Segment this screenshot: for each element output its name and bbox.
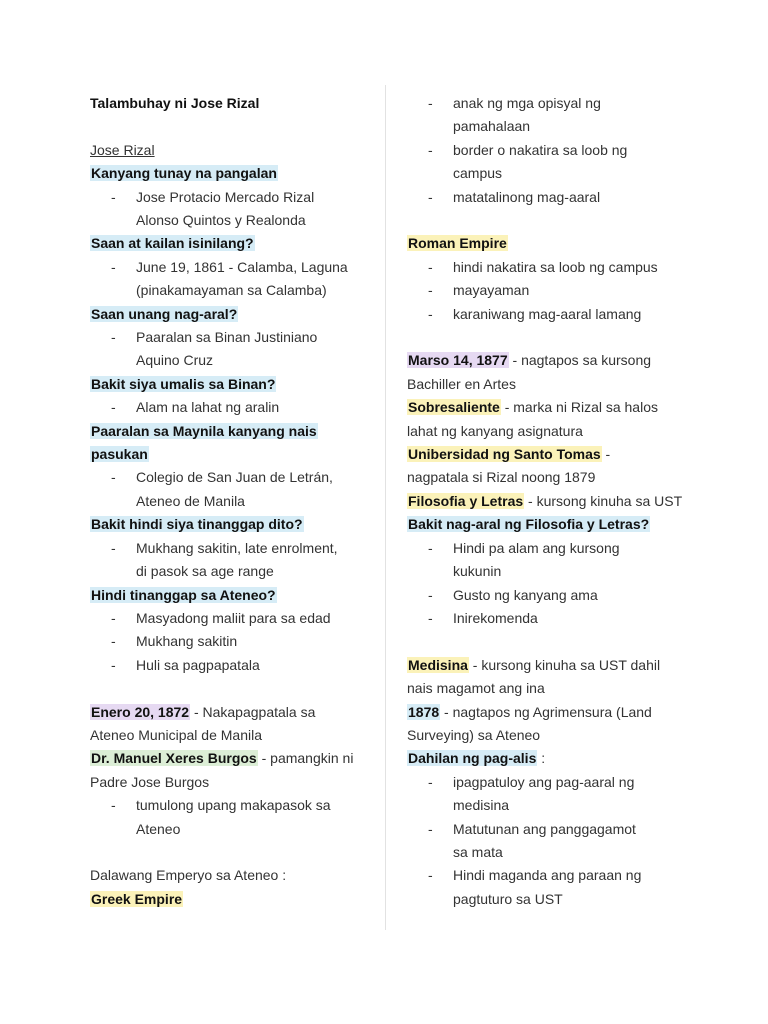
list-item: - Mukhang sakitin, late enrolment, [90,537,375,560]
paragraph-cont: nagpatala si Rizal noong 1879 [407,469,596,486]
list-item-cont: Aquino Cruz [136,352,214,369]
page-title: Talambuhay ni Jose Rizal [90,95,260,111]
term-sobresaliente-text: - marka ni Rizal sa halos [500,399,658,416]
list-item: - Alam na lahat ng aralin [90,396,375,419]
list-item: - mayayaman [407,279,707,302]
list-item: - June 19, 1861 - Calamba, Laguna [90,256,375,279]
date-marso-text: - nagtapos sa kursong [508,352,652,369]
subject-name: Jose Rizal [90,141,155,158]
heading-reasons-leaving: Dahilan ng pag-alis [408,750,537,767]
paragraph-cont: lahat ng kanyang asignatura [407,422,583,439]
heading-reasons-leaving-text: : [537,750,546,767]
list-item: - Hindi pa alam ang kursong [407,537,707,560]
paragraph-cont: Ateneo Municipal de Manila [90,726,262,743]
list-item-cont: Alonso Quintos y Realonda [136,212,306,229]
list-item: - Colegio de San Juan de Letrán, [90,466,375,489]
list-item: - Gusto ng kanyang ama [407,584,707,607]
term-medisina-text: - kursong kinuha sa UST dahil [468,656,661,673]
term-ust-text: - [601,446,611,463]
person-burgos: Dr. Manuel Xeres Burgos [91,750,257,767]
heading-birth: Saan at kailan isinilang? [91,235,254,252]
list-item: - hindi nakatira sa loob ng campus [407,256,707,279]
paragraph-cont: nais magamot ang ina [407,680,545,697]
list-item-cont: kukunin [453,563,502,580]
heading-first-school: Saan unang nag-aral? [91,305,238,322]
list-item-cont: sa mata [453,843,503,860]
list-item: - Paaralan sa Binan Justiniano [90,326,375,349]
list-item: - Hindi maganda ang paraan ng [407,864,707,887]
date-enero-text: - Nakapagpatala sa [190,703,316,720]
list-item-cont: campus [453,165,503,182]
list-item-cont: Ateneo de Manila [136,492,245,509]
list-item: - Masyadong maliit para sa edad [90,607,375,630]
term-sobresaliente: Sobresaliente [408,399,500,416]
list-item: - Inirekomenda [407,607,707,630]
term-filosofia: Filosofia y Letras [408,492,524,509]
list-item: - Matutunan ang panggagamot [407,818,707,841]
list-item-cont: medisina [453,797,510,814]
term-medisina: Medisina [408,656,468,673]
list-item-cont: (pinakamayaman sa Calamba) [136,282,327,299]
list-item-cont: pamahalaan [453,118,531,135]
column-divider [385,85,386,930]
date-marso: Marso 14, 1877 [408,352,508,369]
year-1878: 1878 [408,703,440,720]
heading-greek-empire: Greek Empire [91,890,183,907]
list-item: - matatalinong mag-aaral [407,186,707,209]
heading-not-accepted: Bakit hindi siya tinanggap dito? [91,516,303,533]
list-item: - anak ng mga opisyal ng [407,92,707,115]
heading-manila-school-cont: pasukan [91,446,148,463]
person-burgos-text: - pamangkin ni [257,750,354,767]
heading-left-binan: Bakit siya umalis sa Binan? [91,375,276,392]
list-item-cont: Ateneo [136,820,181,837]
year-1878-text: - nagtapos ng Agrimensura (Land [440,703,652,720]
list-item-cont: di pasok sa age range [136,563,274,580]
list-item: - ipagpatuloy ang pag-aaral ng [407,771,707,794]
term-filosofia-text: - kursong kinuha sa UST [524,492,683,509]
list-item: - karaniwang mag-aaral lamang [407,303,707,326]
right-column [407,92,707,911]
term-ust: Unibersidad ng Santo Tomas [408,446,601,463]
list-item: - border o nakatira sa loob ng [407,139,707,162]
heading-real-name: Kanyang tunay na pangalan [91,165,277,182]
heading-ateneo-rejected: Hindi tinanggap sa Ateneo? [91,586,276,603]
empires-intro: Dalawang Emperyo sa Ateneo : [90,867,287,884]
paragraph-cont: Surveying) sa Ateneo [407,726,541,743]
heading-why-filosofia: Bakit nag-aral ng Filosofia y Letras? [408,516,650,533]
list-item-cont: pagtuturo sa UST [453,890,563,907]
date-enero: Enero 20, 1872 [91,703,190,720]
list-item: - tumulong upang makapasok sa [90,794,375,817]
heading-manila-school: Paaralan sa Maynila kanyang nais [91,422,317,439]
list-item: - Jose Protacio Mercado Rizal [90,186,375,209]
paragraph-cont: Padre Jose Burgos [90,773,210,790]
list-item: - Huli sa pagpapatala [90,654,375,677]
paragraph-cont: Bachiller en Artes [407,375,516,392]
list-item: - Mukhang sakitin [90,630,375,653]
heading-roman-empire: Roman Empire [408,235,507,252]
left-column [90,92,375,911]
